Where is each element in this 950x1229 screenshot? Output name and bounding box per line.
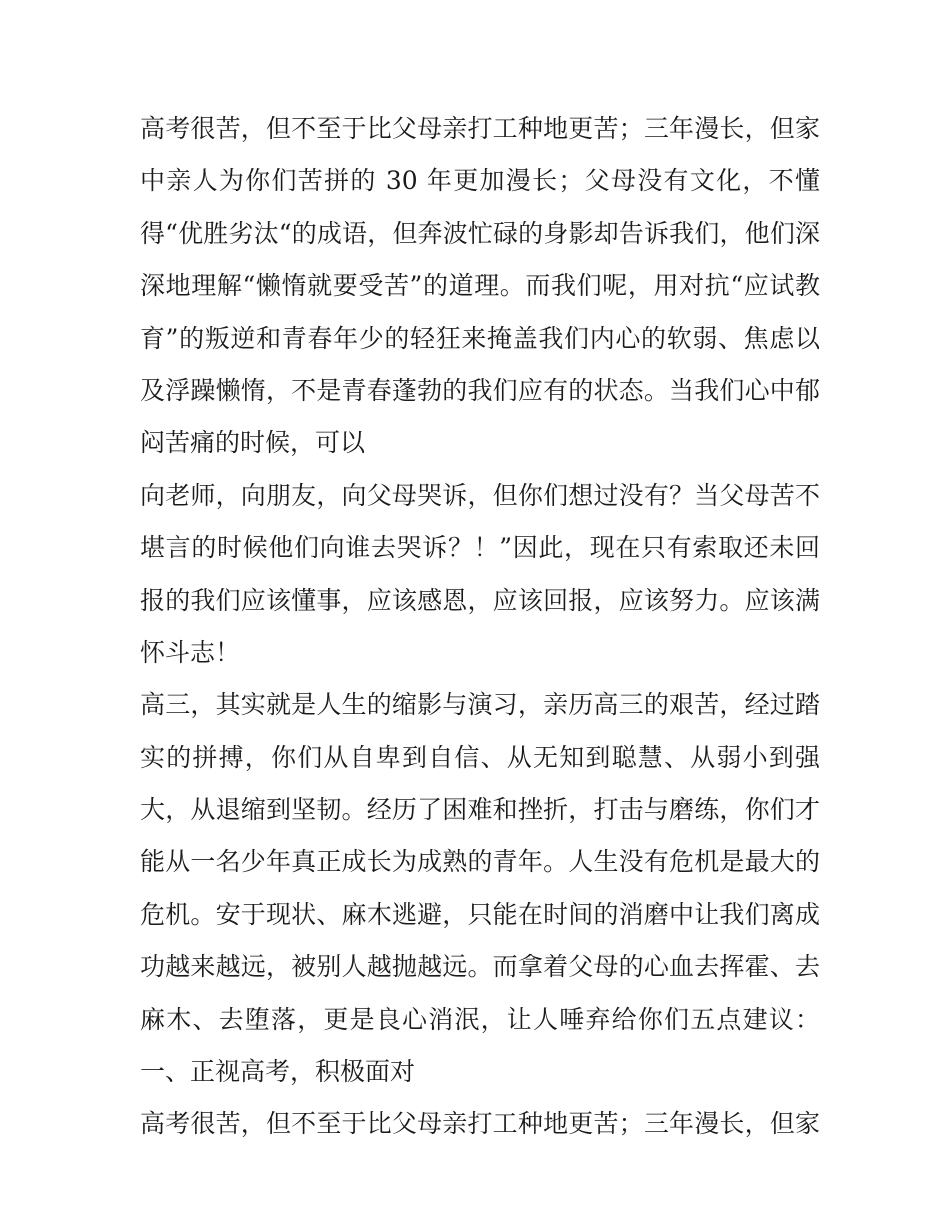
text-line: 向老师，向朋友，向父母哭诉，但你们想过没有？当父母苦不 — [140, 480, 820, 510]
text-line: 中亲人为你们苦拼的 30 年更加漫长；父母没有文化，不懂 — [140, 166, 820, 196]
document-body — [140, 108, 820, 1156]
text-line: 堪言的时候他们向谁去哭诉？！”因此，现在只有索取还未回 — [140, 533, 820, 563]
text-line: 实的拼搏，你们从自卑到自信、从无知到聪慧、从弱小到强 — [140, 742, 820, 772]
section-heading: 一、正视高考，积极面对 — [140, 1057, 416, 1087]
text-line: 高考很苦，但不至于比父母亲打工种地更苦；三年漫长，但家 — [140, 1109, 820, 1139]
text-line: 大，从退缩到坚韧。经历了困难和挫折，打击与磨练，你们才 — [140, 795, 820, 825]
text-line: 报的我们应该懂事，应该感恩，应该回报，应该努力。应该满 — [140, 585, 820, 615]
text-line: 高考很苦，但不至于比父母亲打工种地更苦；三年漫长，但家 — [140, 114, 820, 143]
text-line: 能从一名少年真正成长为成熟的青年。人生没有危机是最大的 — [140, 847, 820, 877]
text-line: 得“优胜劣汰“的成语，但奔波忙碌的身影却告诉我们，他们深 — [140, 218, 820, 248]
text-line: 麻木、去堕落，更是良心消泯，让人唾弃给你们五点建议： — [140, 1004, 820, 1034]
text-line: 怀斗志！ — [140, 637, 241, 667]
text-line: 及浮躁懒惰，不是青春蓬勃的我们应有的状态。当我们心中郁 — [140, 375, 820, 405]
text-line: 育”的叛逆和青春年少的轻狂来掩盖我们内心的软弱、焦虑以 — [140, 323, 820, 353]
text-line: 深地理解“懒惰就要受苦”的道理。而我们呢，用对抗“应试教 — [140, 271, 820, 301]
text-line: 闷苦痛的时候，可以 — [140, 428, 366, 458]
text-line: 功越来越远，被别人越抛越远。而拿着父母的心血去挥霍、去 — [140, 952, 820, 982]
text-line: 危机。安于现状、麻木逃避，只能在时间的消磨中让我们离成 — [140, 899, 820, 929]
text-line: 高三，其实就是人生的缩影与演习，亲历高三的艰苦，经过踏 — [140, 690, 820, 720]
